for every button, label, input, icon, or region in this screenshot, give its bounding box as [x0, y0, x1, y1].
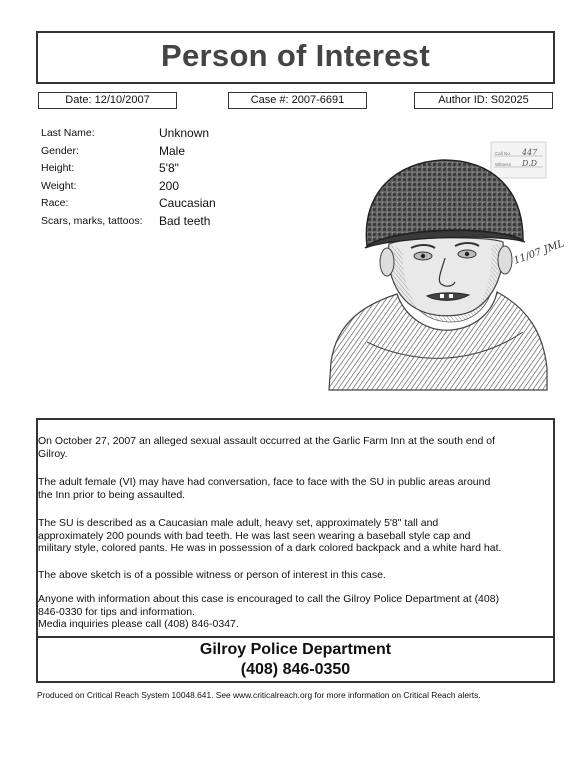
- svg-text:D.D: D.D: [522, 159, 538, 168]
- case-number-text: Case #: 2007-6691: [250, 94, 345, 106]
- department-phone: (408) 846-0350: [240, 661, 351, 678]
- paragraph-suspect-description: The SU is described as a Caucasian male adult, heavy set, approximately 5'8" tall and approximately 200 pounds with bad teeth. He was last seen wearing a baseball style cap and military style, colored pants. He was in possession of a dark colored backpack and a white hard hat.: [38, 517, 502, 554]
- field-value: 5'8": [159, 161, 179, 175]
- field-label: Scars, marks, tattoos:: [41, 214, 143, 227]
- field-value: Unknown: [159, 126, 210, 140]
- author-box: [414, 92, 553, 109]
- case-box: [228, 92, 367, 109]
- page-title: Person of Interest: [161, 38, 430, 73]
- svg-text:Witness: Witness: [495, 162, 512, 167]
- field-value: 200: [159, 178, 180, 193]
- case-description: [36, 418, 555, 636]
- paragraph-incident: On October 27, 2007 an alleged sexual assault occurred at the Garlic Farm Inn at the south end of Gilroy.: [38, 435, 496, 460]
- field-label: Height:: [41, 162, 75, 174]
- field-value: Bad teeth: [159, 213, 211, 228]
- department-name: Gilroy Police Department: [199, 641, 392, 658]
- field-label: Weight:: [41, 179, 77, 192]
- produced-by-note: Produced on Critical Reach System 10048.641. See www.criticalreach.org for more information on Critical Reach alerts.: [37, 690, 481, 700]
- field-label: Gender:: [41, 144, 79, 157]
- svg-text:Call No.: Call No.: [495, 151, 512, 156]
- field-value: Caucasian: [159, 196, 216, 210]
- field-label: Race:: [41, 197, 69, 209]
- suspect-sketch: [327, 132, 566, 390]
- field-value: Male: [159, 143, 186, 158]
- evidence-stamp: [491, 142, 546, 178]
- paragraph-victim: The adult female (VI) may have had conversation, face to face with the SU in public areas around the Inn prior to being assaulted.: [38, 476, 491, 501]
- field-label: Last Name:: [41, 127, 95, 139]
- artist-signature: 11/07 JML: [512, 238, 566, 267]
- date-box: [38, 92, 177, 109]
- paragraph-contact: Anyone with information about this case is encouraged to call the Gilroy Police Department at (408) 846-0330 for tips and information. Media inquiries please call (408) 846-0347.: [38, 593, 500, 630]
- title-box: [36, 31, 555, 84]
- author-id-text: Author ID: S02025: [438, 94, 529, 106]
- paragraph-sketch-note: The above sketch is of a possible witness or person of interest in this case.: [38, 569, 386, 581]
- date-text: Date: 12/10/2007: [65, 94, 150, 106]
- department-box: [36, 636, 555, 683]
- svg-text:447: 447: [522, 148, 538, 157]
